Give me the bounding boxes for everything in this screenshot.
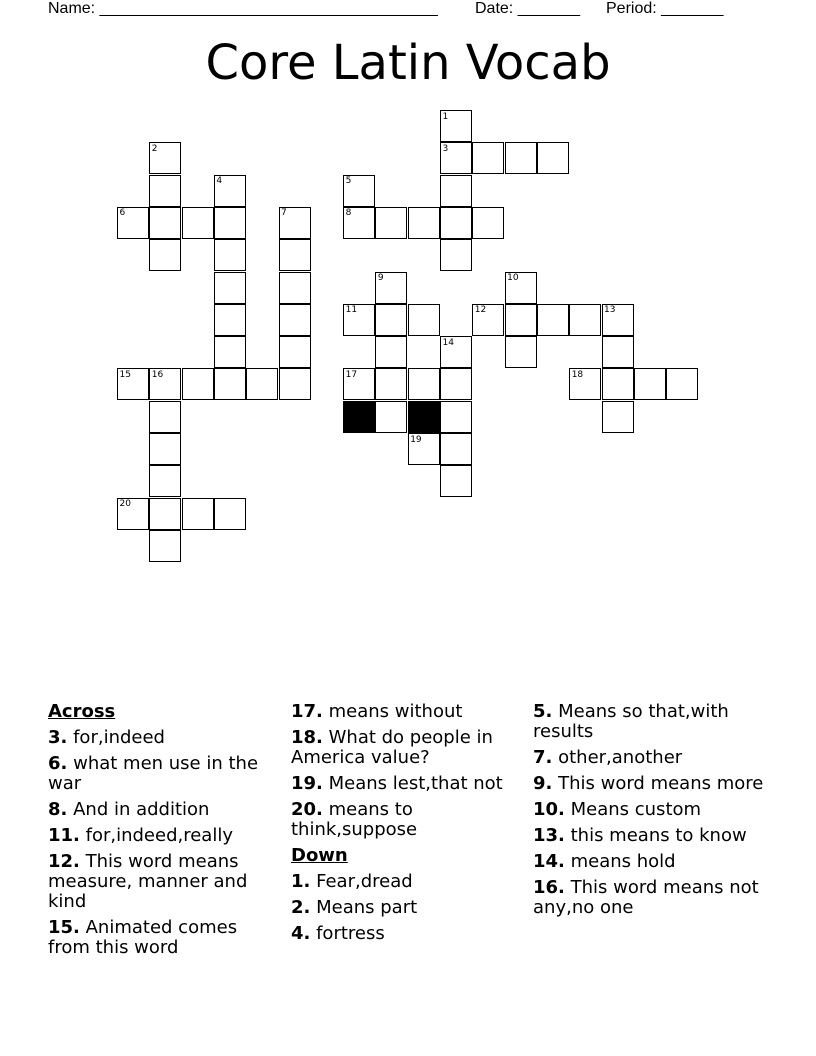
grid-cell[interactable] <box>440 142 472 174</box>
clue-number: 3 <box>442 143 449 154</box>
grid-cell[interactable] <box>343 207 375 239</box>
grid-cell[interactable] <box>408 433 440 465</box>
grid-cell[interactable] <box>149 175 181 207</box>
clue-number: 9 <box>377 273 384 283</box>
shaded-cell <box>343 401 375 433</box>
clue-item <box>291 800 523 840</box>
clue-number-label: 19. <box>291 773 323 794</box>
shaded-cell <box>408 401 440 433</box>
grid-cell[interactable] <box>149 142 181 174</box>
clue-number: 13 <box>604 305 616 316</box>
grid-cell[interactable] <box>408 304 440 336</box>
clue-item <box>48 800 280 820</box>
grid-cell[interactable] <box>440 207 472 239</box>
grid-cell[interactable] <box>279 207 311 239</box>
grid-cell[interactable] <box>537 304 569 336</box>
clue-item <box>533 774 765 794</box>
grid-cell[interactable] <box>279 336 311 368</box>
clue-text: means without <box>322 701 463 722</box>
clue-number: 18 <box>571 369 584 380</box>
grid-cell[interactable] <box>149 207 181 239</box>
grid-cell[interactable] <box>375 207 407 239</box>
clue-number: 19 <box>410 434 422 445</box>
clue-column-2 <box>291 702 523 950</box>
grid-cell[interactable] <box>666 368 698 400</box>
clue-text: what men use in the war <box>48 753 259 794</box>
grid-cell[interactable] <box>214 336 246 368</box>
clue-number-label: 20. <box>291 799 323 820</box>
clue-number: 14 <box>442 337 454 348</box>
clue-text: Fear,dread <box>310 871 413 892</box>
clue-text: This word means not any,no one <box>533 877 759 918</box>
grid-cell[interactable] <box>440 401 472 433</box>
grid-cell[interactable] <box>117 368 149 400</box>
clue-section-heading: Down <box>291 845 348 866</box>
clue-number-label: 17. <box>291 701 323 722</box>
clue-number-label: 13. <box>533 825 565 846</box>
clue-item <box>533 800 765 820</box>
grid-cell[interactable] <box>375 272 407 304</box>
clue-column-1 <box>48 702 280 964</box>
clue-number-label: 16. <box>533 877 565 898</box>
grid-cell[interactable] <box>279 304 311 336</box>
clue-item <box>48 754 280 794</box>
grid-cell[interactable] <box>505 142 537 174</box>
clue-item <box>48 852 280 912</box>
clue-item <box>533 826 765 846</box>
clue-text: This word means measure, manner and kind <box>48 851 248 912</box>
clue-number-label: 10. <box>533 799 565 820</box>
date-field-label[interactable]: Date: _______ <box>475 0 580 17</box>
grid-cell[interactable] <box>505 272 537 304</box>
clue-text: Animated comes from this word <box>48 917 238 958</box>
clue-number: 10 <box>507 273 519 283</box>
grid-cell[interactable] <box>440 465 472 497</box>
grid-cell[interactable] <box>279 239 311 271</box>
clue-item <box>533 748 765 768</box>
grid-cell[interactable] <box>149 239 181 271</box>
clue-text: Means custom <box>564 799 702 820</box>
grid-cell[interactable] <box>408 368 440 400</box>
clue-item <box>291 728 523 768</box>
grid-cell[interactable] <box>505 336 537 368</box>
grid-cell[interactable] <box>343 368 375 400</box>
clue-number-label: 5. <box>533 701 553 722</box>
clue-number-label: 6. <box>48 753 68 774</box>
clue-number: 1 <box>442 111 449 122</box>
clue-item <box>48 918 280 958</box>
grid-cell[interactable] <box>246 368 278 400</box>
clue-number: 7 <box>281 208 287 219</box>
clue-number-label: 4. <box>291 923 311 944</box>
grid-cell[interactable] <box>182 498 214 530</box>
grid-cell[interactable] <box>214 207 246 239</box>
clue-item <box>48 826 280 846</box>
grid-cell[interactable] <box>149 433 181 465</box>
clue-text: for,indeed <box>67 727 165 748</box>
grid-cell[interactable] <box>440 239 472 271</box>
grid-cell[interactable] <box>343 175 375 207</box>
clue-text: And in addition <box>67 799 210 820</box>
grid-cell[interactable] <box>472 142 504 174</box>
clue-text: this means to know <box>564 825 747 846</box>
clue-item <box>291 774 523 794</box>
grid-cell[interactable] <box>602 368 634 400</box>
clue-item <box>533 702 765 742</box>
grid-cell[interactable] <box>440 368 472 400</box>
clue-number: 17 <box>345 369 358 380</box>
grid-cell[interactable] <box>214 368 246 400</box>
grid-cell[interactable] <box>569 368 601 400</box>
clue-text: fortress <box>310 923 385 944</box>
grid-cell[interactable] <box>472 207 504 239</box>
clue-item <box>291 872 523 892</box>
clue-item <box>533 852 765 872</box>
clue-text: for,indeed,really <box>79 825 233 846</box>
grid-cell[interactable] <box>602 336 634 368</box>
clue-number-label: 3. <box>48 727 68 748</box>
grid-cell[interactable] <box>149 465 181 497</box>
grid-cell[interactable] <box>149 401 181 433</box>
grid-cell[interactable] <box>214 304 246 336</box>
clue-text: What do people in America value? <box>291 727 493 768</box>
clue-number: 4 <box>216 176 223 187</box>
clue-item <box>48 728 280 748</box>
grid-cell[interactable] <box>472 304 504 336</box>
clue-text: means to think,suppose <box>291 799 418 840</box>
period-field-label[interactable]: Period: _______ <box>606 0 724 17</box>
clue-number-label: 12. <box>48 851 80 872</box>
grid-cell[interactable] <box>602 401 634 433</box>
grid-cell[interactable] <box>375 368 407 400</box>
grid-cell[interactable] <box>505 304 537 336</box>
grid-cell[interactable] <box>408 207 440 239</box>
grid-cell[interactable] <box>375 304 407 336</box>
grid-cell[interactable] <box>440 175 472 207</box>
clue-number: 6 <box>119 208 126 219</box>
grid-cell[interactable] <box>602 304 634 336</box>
clue-number-label: 11. <box>48 825 80 846</box>
grid-cell[interactable] <box>440 336 472 368</box>
clue-number-label: 8. <box>48 799 68 820</box>
clue-text: This word means more <box>552 773 764 794</box>
clue-number-label: 1. <box>291 871 311 892</box>
grid-cell[interactable] <box>117 498 149 530</box>
clue-number: 11 <box>345 305 358 316</box>
clue-number-label: 7. <box>533 747 553 768</box>
puzzle-title: Core Latin Vocab <box>205 35 611 91</box>
clue-number-label: 15. <box>48 917 80 938</box>
grid-cell[interactable] <box>117 207 149 239</box>
grid-cell[interactable] <box>214 272 246 304</box>
clue-number: 20 <box>119 499 131 510</box>
clue-item <box>291 898 523 918</box>
grid-cell[interactable] <box>182 368 214 400</box>
clue-item <box>291 924 523 944</box>
grid-cell[interactable] <box>569 304 601 336</box>
grid-cell[interactable] <box>440 110 472 142</box>
grid-cell[interactable] <box>537 142 569 174</box>
grid-cell[interactable] <box>214 239 246 271</box>
clue-text: Means lest,that not <box>322 773 503 794</box>
clue-item <box>291 702 523 722</box>
grid-cell[interactable] <box>279 368 311 400</box>
clue-number-label: 14. <box>533 851 565 872</box>
grid-cell[interactable] <box>214 175 246 207</box>
clue-text: Means part <box>310 897 418 918</box>
clue-section-heading: Across <box>48 701 116 722</box>
clue-text: other,another <box>552 747 683 768</box>
clue-number-label: 9. <box>533 773 553 794</box>
clue-number-label: 2. <box>291 897 311 918</box>
clue-text: Means so that,with results <box>533 701 729 742</box>
grid-cell[interactable] <box>375 336 407 368</box>
grid-cell[interactable] <box>634 368 666 400</box>
clue-item <box>533 878 765 918</box>
clue-number: 2 <box>151 143 158 154</box>
clue-number: 16 <box>151 369 164 380</box>
clue-number: 12 <box>474 305 487 316</box>
clue-column-3 <box>533 702 765 924</box>
grid-cell[interactable] <box>375 401 407 433</box>
grid-cell[interactable] <box>343 304 375 336</box>
clue-number-label: 18. <box>291 727 323 748</box>
grid-cell[interactable] <box>149 368 181 400</box>
grid-cell[interactable] <box>279 272 311 304</box>
clue-number: 8 <box>345 208 352 219</box>
name-field-label[interactable]: Name: ______________________________________ <box>48 0 438 17</box>
grid-cell[interactable] <box>214 498 246 530</box>
clue-number: 5 <box>345 176 352 187</box>
clue-text: means hold <box>564 851 676 872</box>
grid-cell[interactable] <box>149 530 181 562</box>
grid-cell[interactable] <box>149 498 181 530</box>
clue-number: 15 <box>119 369 131 380</box>
grid-cell[interactable] <box>182 207 214 239</box>
grid-cell[interactable] <box>440 433 472 465</box>
